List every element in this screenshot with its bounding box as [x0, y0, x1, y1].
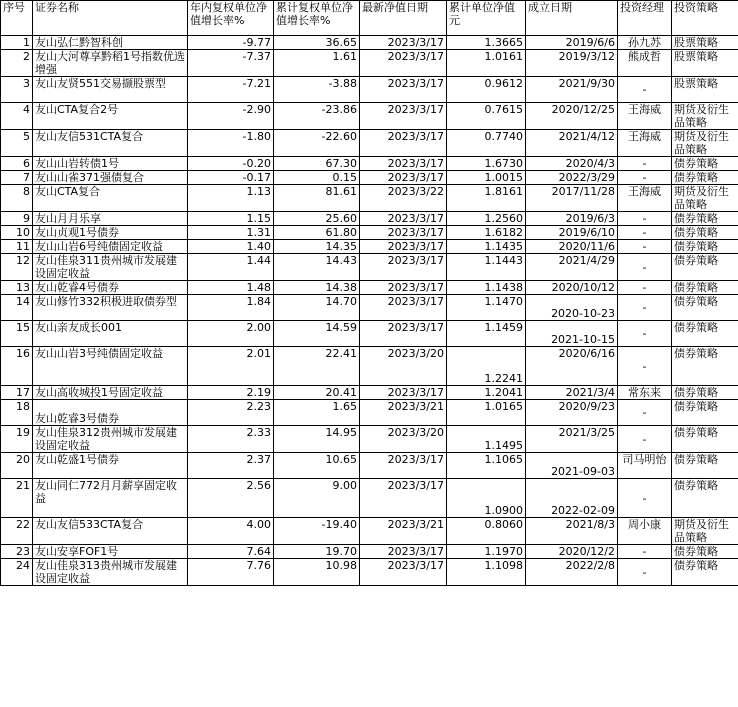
cell-no: 12 [1, 254, 33, 281]
cell-annual-growth: 2.01 [188, 347, 274, 386]
table-row [1, 226, 738, 240]
cell-name: 友山佳泉311贵州城市发展建设固定收益 [33, 254, 188, 281]
cell-no: 21 [1, 479, 33, 518]
cell-strategy: 债券策略 [672, 171, 738, 185]
cell-manager: 王海威 [618, 185, 672, 212]
cell-latest-date: 2023/3/17 [360, 545, 447, 559]
cell-no: 9 [1, 212, 33, 226]
cell-cumulative-growth: 61.80 [274, 226, 360, 240]
cell-latest-date: 2023/3/21 [360, 400, 447, 426]
cell-cumulative-growth: -23.86 [274, 103, 360, 130]
cell-cumulative-nav: 1.1065 [447, 453, 526, 479]
cell-no: 17 [1, 386, 33, 400]
cell-cumulative-growth: 1.65 [274, 400, 360, 426]
cell-no: 6 [1, 157, 33, 171]
cell-latest-date: 2023/3/17 [360, 240, 447, 254]
cell-strategy: 债券策略 [672, 295, 738, 321]
cell-name: 友山月月乐享 [33, 212, 188, 226]
cell-strategy: 债券策略 [672, 479, 738, 518]
cell-no: 10 [1, 226, 33, 240]
cell-name: 友山CTA复合 [33, 185, 188, 212]
header-cumulative-growth: 累计复权单位净值增长率% [274, 1, 360, 36]
cell-established-date: 2021/8/3 [526, 518, 618, 545]
cell-latest-date: 2023/3/17 [360, 226, 447, 240]
cell-name: 友山山岩3号纯债固定收益 [33, 347, 188, 386]
cell-cumulative-growth: 81.61 [274, 185, 360, 212]
cell-annual-growth: 7.76 [188, 559, 274, 586]
cell-established-date: 2020/12/25 [526, 103, 618, 130]
cell-no: 20 [1, 453, 33, 479]
cell-cumulative-growth: 14.95 [274, 426, 360, 453]
cell-annual-growth: 2.33 [188, 426, 274, 453]
cell-annual-growth: 2.56 [188, 479, 274, 518]
cell-name: 友山友信533CTA复合 [33, 518, 188, 545]
table-row [1, 479, 738, 518]
cell-latest-date: 2023/3/17 [360, 321, 447, 347]
cell-name: 友山佳泉312贵州城市发展建设固定收益 [33, 426, 188, 453]
header-name: 证券名称 [33, 1, 188, 36]
table-row [1, 240, 738, 254]
cell-name: 友山同仁772月月薪享固定收益 [33, 479, 188, 518]
cell-name: 友山乾盛1号债券 [33, 453, 188, 479]
cell-manager: - [618, 321, 672, 347]
table-row [1, 426, 738, 453]
cell-strategy: 债券策略 [672, 212, 738, 226]
cell-latest-date: 2023/3/17 [360, 171, 447, 185]
cell-name: 友山友信531CTA复合 [33, 130, 188, 157]
cell-annual-growth: 7.64 [188, 545, 274, 559]
cell-latest-date: 2023/3/17 [360, 386, 447, 400]
header-established-date: 成立日期 [526, 1, 618, 36]
cell-cumulative-nav: 1.2241 [447, 347, 526, 386]
cell-annual-growth: -0.20 [188, 157, 274, 171]
cell-no: 22 [1, 518, 33, 545]
cell-established-date: 2020/12/2 [526, 545, 618, 559]
cell-strategy: 股票策略 [672, 36, 738, 50]
cell-manager: - [618, 545, 672, 559]
cell-cumulative-nav: 1.0015 [447, 171, 526, 185]
cell-no: 4 [1, 103, 33, 130]
cell-established-date: 2019/3/12 [526, 50, 618, 77]
cell-strategy: 债券策略 [672, 453, 738, 479]
cell-cumulative-nav: 1.3665 [447, 36, 526, 50]
table-row [1, 254, 738, 281]
cell-cumulative-nav: 0.7740 [447, 130, 526, 157]
cell-established-date: 2021/9/30 [526, 77, 618, 103]
cell-cumulative-growth: 20.41 [274, 386, 360, 400]
cell-strategy: 债券策略 [672, 400, 738, 426]
cell-name: 友山安享FOF1号 [33, 545, 188, 559]
cell-manager: - [618, 295, 672, 321]
table-row [1, 50, 738, 77]
header-manager: 投资经理 [618, 1, 672, 36]
cell-cumulative-growth: 67.30 [274, 157, 360, 171]
cell-annual-growth: -9.77 [188, 36, 274, 50]
cell-strategy: 债券策略 [672, 386, 738, 400]
cell-cumulative-nav: 0.8060 [447, 518, 526, 545]
cell-manager: - [618, 212, 672, 226]
cell-no: 3 [1, 77, 33, 103]
cell-annual-growth: 1.40 [188, 240, 274, 254]
cell-cumulative-growth: 14.59 [274, 321, 360, 347]
cell-established-date: 2019/6/6 [526, 36, 618, 50]
cell-no: 19 [1, 426, 33, 453]
cell-established-date: 2021/4/12 [526, 130, 618, 157]
cell-name: 友山佳泉313贵州城市发展建设固定收益 [33, 559, 188, 586]
cell-cumulative-nav: 1.6730 [447, 157, 526, 171]
cell-annual-growth: -7.37 [188, 50, 274, 77]
cell-strategy: 债券策略 [672, 157, 738, 171]
cell-no: 1 [1, 36, 33, 50]
cell-name: 友山山雀371强债复合 [33, 171, 188, 185]
cell-strategy: 股票策略 [672, 50, 738, 77]
cell-annual-growth: 1.84 [188, 295, 274, 321]
cell-cumulative-growth: 14.35 [274, 240, 360, 254]
cell-name: 友山乾睿4号债券 [33, 281, 188, 295]
cell-established-date: 2022/3/29 [526, 171, 618, 185]
table-row [1, 400, 738, 426]
cell-strategy: 债券策略 [672, 545, 738, 559]
cell-manager: - [618, 281, 672, 295]
cell-cumulative-nav: 1.2560 [447, 212, 526, 226]
cell-strategy: 期货及衍生品策略 [672, 103, 738, 130]
cell-strategy: 债券策略 [672, 426, 738, 453]
cell-name: 友山山岩转债1号 [33, 157, 188, 171]
cell-name: 友山弘仁黔智科创 [33, 36, 188, 50]
cell-cumulative-nav: 1.0161 [447, 50, 526, 77]
header-strategy: 投资策略 [672, 1, 738, 36]
cell-annual-growth: 1.15 [188, 212, 274, 226]
cell-name: 友山CTA复合2号 [33, 103, 188, 130]
cell-latest-date: 2023/3/20 [360, 347, 447, 386]
cell-latest-date: 2023/3/17 [360, 295, 447, 321]
cell-manager: - [618, 254, 672, 281]
cell-cumulative-growth: -22.60 [274, 130, 360, 157]
cell-no: 2 [1, 50, 33, 77]
cell-cumulative-nav: 0.7615 [447, 103, 526, 130]
cell-cumulative-nav: 1.8161 [447, 185, 526, 212]
cell-strategy: 债券策略 [672, 240, 738, 254]
cell-name: 友山乾睿3号债券 [33, 400, 188, 426]
cell-manager: - [618, 559, 672, 586]
cell-manager: 王海威 [618, 130, 672, 157]
cell-no: 16 [1, 347, 33, 386]
cell-annual-growth: 1.13 [188, 185, 274, 212]
table-row [1, 559, 738, 586]
cell-name: 友山大河尊享黔稻1号指数优选增强 [33, 50, 188, 77]
cell-cumulative-nav: 1.1438 [447, 281, 526, 295]
cell-cumulative-nav: 1.1443 [447, 254, 526, 281]
cell-cumulative-nav: 1.1470 [447, 295, 526, 321]
cell-manager: 孙九苏 [618, 36, 672, 50]
cell-strategy: 债券策略 [672, 226, 738, 240]
cell-cumulative-growth: -3.88 [274, 77, 360, 103]
cell-strategy: 期货及衍生品策略 [672, 185, 738, 212]
cell-name: 友山贞观1号债券 [33, 226, 188, 240]
cell-name: 友山友贤551交易撷股票型 [33, 77, 188, 103]
cell-name: 友山山岩6号纯债固定收益 [33, 240, 188, 254]
cell-no: 7 [1, 171, 33, 185]
cell-strategy: 债券策略 [672, 281, 738, 295]
table-row [1, 212, 738, 226]
cell-annual-growth: 1.48 [188, 281, 274, 295]
cell-annual-growth: 2.37 [188, 453, 274, 479]
cell-cumulative-growth: 25.60 [274, 212, 360, 226]
header-latest-date: 最新净值日期 [360, 1, 447, 36]
cell-no: 15 [1, 321, 33, 347]
cell-established-date: 2021-10-15 [526, 321, 618, 347]
cell-annual-growth: 2.23 [188, 400, 274, 426]
cell-established-date: 2020/10/12 [526, 281, 618, 295]
cell-manager: - [618, 157, 672, 171]
cell-established-date: 2020/6/16 [526, 347, 618, 386]
table-row [1, 36, 738, 50]
cell-manager: 周小康 [618, 518, 672, 545]
cell-established-date: 2022/2/8 [526, 559, 618, 586]
header-annual-growth: 年内复权单位净值增长率% [188, 1, 274, 36]
cell-cumulative-growth: 14.43 [274, 254, 360, 281]
cell-cumulative-growth: 0.15 [274, 171, 360, 185]
table-row [1, 295, 738, 321]
cell-manager: 熊成哲 [618, 50, 672, 77]
cell-annual-growth: 2.00 [188, 321, 274, 347]
cell-latest-date: 2023/3/17 [360, 130, 447, 157]
cell-strategy: 股票策略 [672, 77, 738, 103]
header-row [1, 1, 738, 36]
cell-established-date: 2020/4/3 [526, 157, 618, 171]
cell-manager: - [618, 400, 672, 426]
cell-no: 11 [1, 240, 33, 254]
header-no: 序号 [1, 1, 33, 36]
table-row [1, 157, 738, 171]
cell-established-date: 2022-02-09 [526, 479, 618, 518]
cell-name: 友山修竹332积极进取债券型 [33, 295, 188, 321]
cell-established-date: 2019/6/3 [526, 212, 618, 226]
cell-cumulative-growth: 9.00 [274, 479, 360, 518]
cell-latest-date: 2023/3/17 [360, 36, 447, 50]
cell-latest-date: 2023/3/17 [360, 559, 447, 586]
cell-cumulative-nav: 1.1459 [447, 321, 526, 347]
cell-no: 18 [1, 400, 33, 426]
cell-latest-date: 2023/3/17 [360, 77, 447, 103]
cell-cumulative-nav: 1.0165 [447, 400, 526, 426]
header-cumulative-nav: 累计单位净值元 [447, 1, 526, 36]
table-row [1, 185, 738, 212]
cell-cumulative-nav: 1.0900 [447, 479, 526, 518]
cell-cumulative-growth: 36.65 [274, 36, 360, 50]
cell-latest-date: 2023/3/17 [360, 103, 447, 130]
cell-manager: - [618, 426, 672, 453]
cell-latest-date: 2023/3/17 [360, 212, 447, 226]
cell-cumulative-growth: 1.61 [274, 50, 360, 77]
table-row [1, 321, 738, 347]
cell-no: 24 [1, 559, 33, 586]
table-row [1, 347, 738, 386]
cell-strategy: 债券策略 [672, 321, 738, 347]
cell-cumulative-nav: 1.1495 [447, 426, 526, 453]
table-row [1, 171, 738, 185]
cell-no: 23 [1, 545, 33, 559]
cell-manager: - [618, 171, 672, 185]
cell-cumulative-nav: 1.6182 [447, 226, 526, 240]
cell-established-date: 2021/3/25 [526, 426, 618, 453]
cell-established-date: 2017/11/28 [526, 185, 618, 212]
table-row [1, 103, 738, 130]
cell-no: 5 [1, 130, 33, 157]
cell-annual-growth: -1.80 [188, 130, 274, 157]
cell-name: 友山高收城投1号固定收益 [33, 386, 188, 400]
table-row [1, 281, 738, 295]
cell-established-date: 2020-10-23 [526, 295, 618, 321]
cell-established-date: 2021/4/29 [526, 254, 618, 281]
cell-established-date: 2020/11/6 [526, 240, 618, 254]
cell-latest-date: 2023/3/17 [360, 157, 447, 171]
cell-latest-date: 2023/3/17 [360, 281, 447, 295]
cell-annual-growth: 4.00 [188, 518, 274, 545]
cell-cumulative-nav: 0.9612 [447, 77, 526, 103]
cell-cumulative-growth: 14.70 [274, 295, 360, 321]
cell-latest-date: 2023/3/17 [360, 453, 447, 479]
cell-cumulative-growth: 10.65 [274, 453, 360, 479]
cell-no: 8 [1, 185, 33, 212]
cell-cumulative-growth: 14.38 [274, 281, 360, 295]
cell-cumulative-nav: 1.1970 [447, 545, 526, 559]
table-row [1, 130, 738, 157]
cell-cumulative-nav: 1.1435 [447, 240, 526, 254]
cell-strategy: 债券策略 [672, 254, 738, 281]
cell-annual-growth: -7.21 [188, 77, 274, 103]
cell-latest-date: 2023/3/20 [360, 426, 447, 453]
cell-cumulative-nav: 1.2041 [447, 386, 526, 400]
cell-established-date: 2021-09-03 [526, 453, 618, 479]
cell-strategy: 债券策略 [672, 559, 738, 586]
cell-latest-date: 2023/3/21 [360, 518, 447, 545]
cell-strategy: 期货及衍生品策略 [672, 518, 738, 545]
cell-cumulative-growth: 10.98 [274, 559, 360, 586]
cell-strategy: 债券策略 [672, 347, 738, 386]
table-row [1, 453, 738, 479]
cell-annual-growth: 2.19 [188, 386, 274, 400]
cell-manager: - [618, 226, 672, 240]
cell-manager: 司马明怡 [618, 453, 672, 479]
cell-cumulative-growth: -19.40 [274, 518, 360, 545]
cell-annual-growth: -2.90 [188, 103, 274, 130]
cell-no: 13 [1, 281, 33, 295]
cell-latest-date: 2023/3/17 [360, 50, 447, 77]
cell-cumulative-growth: 22.41 [274, 347, 360, 386]
cell-established-date: 2021/3/4 [526, 386, 618, 400]
cell-manager: - [618, 479, 672, 518]
cell-manager: - [618, 347, 672, 386]
cell-cumulative-growth: 19.70 [274, 545, 360, 559]
table-row [1, 518, 738, 545]
cell-no: 14 [1, 295, 33, 321]
cell-strategy: 期货及衍生品策略 [672, 130, 738, 157]
cell-annual-growth: -0.17 [188, 171, 274, 185]
table-row [1, 386, 738, 400]
cell-established-date: 2020/9/23 [526, 400, 618, 426]
cell-annual-growth: 1.31 [188, 226, 274, 240]
cell-manager: - [618, 77, 672, 103]
cell-annual-growth: 1.44 [188, 254, 274, 281]
cell-established-date: 2019/6/10 [526, 226, 618, 240]
cell-manager: - [618, 240, 672, 254]
table-row [1, 77, 738, 103]
cell-manager: 常东来 [618, 386, 672, 400]
cell-latest-date: 2023/3/22 [360, 185, 447, 212]
cell-cumulative-nav: 1.1098 [447, 559, 526, 586]
cell-name: 友山亲友成长001 [33, 321, 188, 347]
cell-manager: 王海威 [618, 103, 672, 130]
table-row [1, 545, 738, 559]
cell-latest-date: 2023/3/17 [360, 254, 447, 281]
cell-latest-date: 2023/3/17 [360, 479, 447, 518]
